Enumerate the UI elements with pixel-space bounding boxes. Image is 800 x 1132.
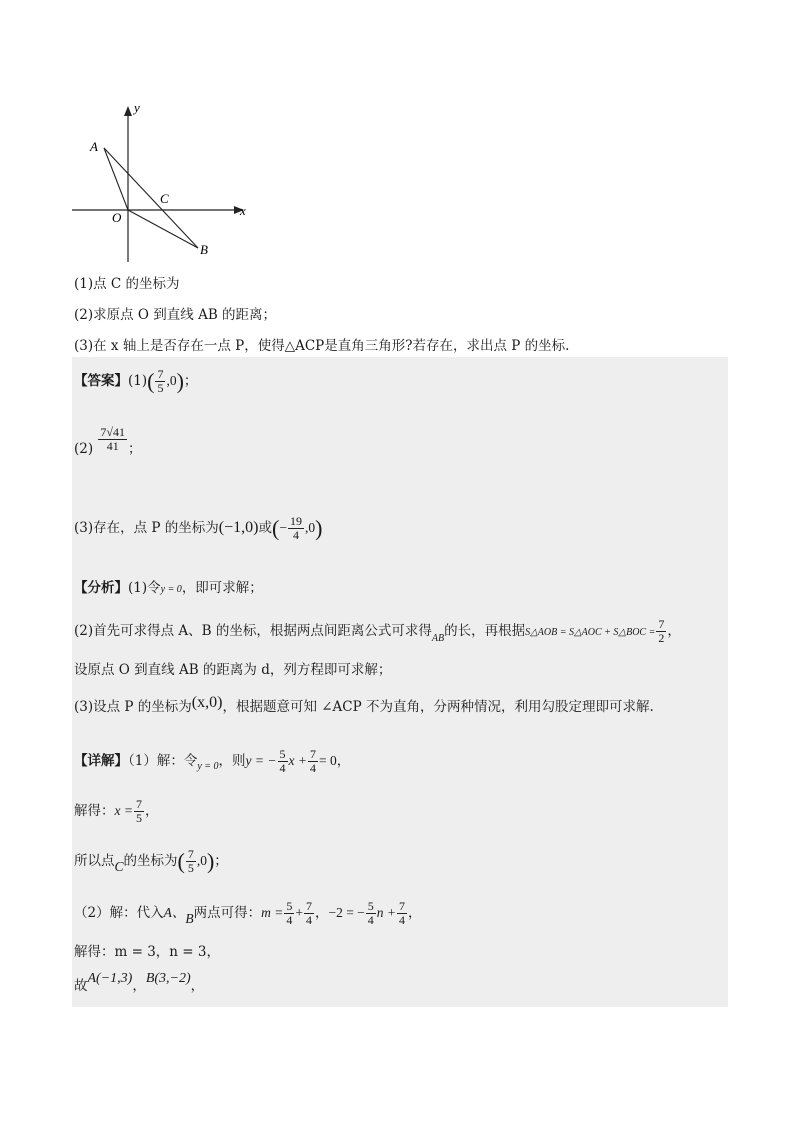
- segment-ao: [104, 148, 128, 210]
- detail-line-4: （2）解：代入A、B两点可得：m = $\frac{5}{4}$ + $\frac{7}{4}$ ，−2 = − $\frac{5}{4}$ n + $\frac{7}{4}$ ，: [74, 899, 422, 927]
- detail-heading: 【详解】: [74, 753, 128, 769]
- segment-ob: [128, 210, 198, 248]
- label-x: x: [240, 203, 246, 218]
- detail-line-1: 【详解】（1）解：令$_{y = 0}$，则y = − $\frac{5}{4}$ x + $\frac{7}{4}$ = 0，: [74, 747, 351, 775]
- label-a: A: [90, 139, 98, 154]
- answer-line-3: (3)存在，点 P 的坐标为(−1,0)或(− $\frac{19}{4}$ ,0): [74, 514, 323, 542]
- analysis-line-2: (2)首先可求得点 A、B 的坐标，根据两点间距离公式可求得$_{AB}$的长，再根据S△AOB = S△AOC + S△BOC = $\frac{7}{2}$ ，: [74, 617, 681, 645]
- analysis-line-4: (3)设点 P 的坐标为(x,0)，根据题意可知 ∠ACP 不为直角，分两种情况，利用勾股定理即可求解.: [74, 694, 654, 715]
- detail-line-2: 解得：x = $\frac{7}{5}$ ，: [74, 797, 159, 825]
- answer-line-1: 【答案】(1)( $\frac{7}{5}$ ,0)；: [74, 367, 198, 395]
- detail-line-6: 故A(−1,3)，B(3,−2)，: [74, 971, 205, 994]
- question-2: (2)求原点 O 到直线 AB 的距离；: [74, 307, 277, 323]
- answer-line-2: (2) $\frac{7√41}{41}$ ；: [74, 425, 142, 457]
- question-1: (1)点 C 的坐标为: [74, 276, 180, 292]
- label-y: y: [134, 100, 140, 115]
- question-3: (3)在 x 轴上是否存在一点 P，使得△ACP是直角三角形?若存在，求出点 P 的坐标.: [74, 338, 570, 354]
- detail-line-5: 解得：m = 3，n = 3，: [74, 944, 220, 960]
- segment-ab: [104, 148, 198, 248]
- answer-heading: 【答案】: [74, 373, 128, 389]
- analysis-line-3: 设原点 O 到直线 AB 的距离为 d，列方程即可求解；: [74, 662, 392, 678]
- analysis-heading: 【分析】: [74, 580, 128, 596]
- detail-line-3: 所以点C的坐标为( $\frac{7}{5}$ ,0)；: [74, 847, 228, 875]
- label-c: C: [160, 191, 169, 206]
- coordinate-figure: [62, 96, 262, 266]
- label-o: O: [112, 210, 122, 225]
- y-axis-arrow: [124, 106, 132, 116]
- label-b: B: [200, 242, 208, 257]
- analysis-line-1: 【分析】(1)令y = 0，即可求解；: [74, 580, 263, 596]
